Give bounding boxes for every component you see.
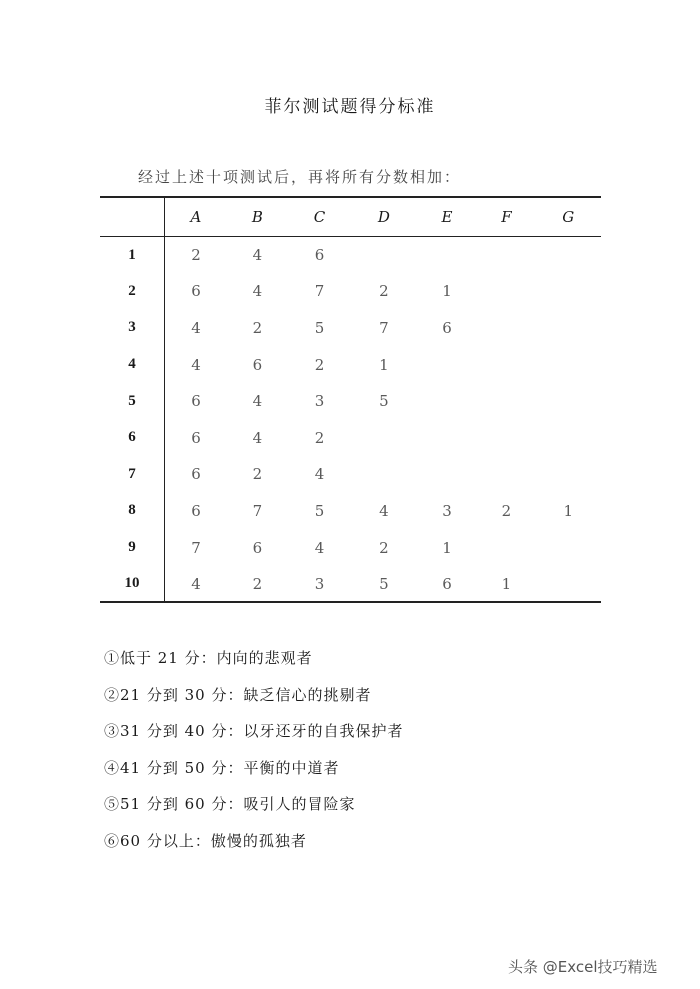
- score-cell: 6: [191, 282, 201, 301]
- score-cell: [535, 566, 601, 603]
- score-cell: 2: [252, 465, 263, 484]
- score-cell: [477, 346, 535, 383]
- result-item: ⑤51 分到 60 分：吸引人的冒险家: [104, 795, 356, 814]
- score-cell: [417, 346, 478, 383]
- score-cell: [535, 456, 601, 493]
- score-cell: 6: [442, 318, 452, 337]
- score-cell: [477, 456, 535, 493]
- table-row: [100, 310, 601, 347]
- score-cell: 2: [379, 282, 389, 301]
- score-cell: 6: [191, 501, 201, 520]
- score-cell: 1: [379, 355, 389, 374]
- row-number: 1: [100, 237, 165, 274]
- score-cell: [417, 456, 478, 493]
- score-cell: 6: [314, 246, 325, 265]
- score-cell: [477, 237, 535, 274]
- column-header-e: E: [441, 208, 453, 226]
- table-row: [100, 566, 601, 603]
- table-row: [100, 237, 601, 274]
- result-item: ③31 分到 40 分：以牙还牙的自我保护者: [104, 722, 404, 741]
- page-title: 菲尔测试题得分标准: [264, 97, 436, 117]
- score-cell: 4: [379, 501, 389, 520]
- table-header-row: [100, 197, 601, 237]
- table-body: [100, 237, 601, 603]
- intro-text: 经过上述十项测试后，再将所有分数相加：: [138, 168, 462, 186]
- score-cell: 3: [442, 501, 452, 520]
- score-cell: 6: [442, 574, 452, 593]
- score-cell: 6: [191, 392, 201, 411]
- row-number: 4: [100, 346, 165, 383]
- score-cell: 2: [379, 538, 389, 557]
- score-cell: 1: [442, 538, 452, 557]
- score-cell: 5: [314, 501, 325, 520]
- score-cell: 4: [252, 246, 263, 265]
- score-cell: [417, 383, 478, 420]
- table-row: [100, 346, 601, 383]
- score-cell: 6: [191, 428, 201, 447]
- row-number: 7: [100, 456, 165, 493]
- column-header-b: B: [251, 208, 263, 226]
- table-row: [100, 273, 601, 310]
- score-cell: [477, 310, 535, 347]
- table-row: [100, 419, 601, 456]
- score-cell: [477, 273, 535, 310]
- score-cell: 4: [191, 574, 201, 593]
- column-header-a: A: [190, 208, 202, 226]
- score-cell: 7: [379, 318, 389, 337]
- row-number: 2: [100, 273, 165, 310]
- score-cell: 4: [252, 392, 263, 411]
- score-cell: [535, 529, 601, 566]
- score-cell: 2: [314, 428, 325, 447]
- score-cell: [535, 383, 601, 420]
- score-cell: 2: [314, 355, 325, 374]
- score-cell: [535, 310, 601, 347]
- score-cell: 4: [191, 318, 201, 337]
- table-corner-cell: [100, 197, 165, 237]
- column-header-g: G: [562, 208, 575, 226]
- score-cell: 5: [314, 318, 325, 337]
- score-cell: 4: [314, 538, 325, 557]
- score-cell: 4: [191, 355, 201, 374]
- score-cell: [351, 456, 417, 493]
- score-cell: 7: [314, 282, 325, 301]
- table-row: [100, 456, 601, 493]
- score-cell: 7: [191, 538, 201, 557]
- score-cell: 5: [379, 392, 389, 411]
- row-number: 3: [100, 310, 165, 347]
- column-header-f: F: [501, 208, 512, 226]
- column-header-c: C: [313, 208, 326, 226]
- score-cell: 2: [252, 574, 263, 593]
- table-row: [100, 383, 601, 420]
- score-cell: 1: [501, 574, 512, 593]
- score-cell: 1: [442, 282, 452, 301]
- score-cell: [535, 346, 601, 383]
- result-item: ②21 分到 30 分：缺乏信心的挑剔者: [104, 685, 372, 704]
- score-cell: 3: [314, 392, 325, 411]
- score-cell: 7: [252, 501, 263, 520]
- result-item: ⑥60 分以上：傲慢的孤独者: [104, 831, 307, 850]
- score-cell: 4: [252, 282, 263, 301]
- score-cell: [351, 419, 417, 456]
- score-cell: [535, 419, 601, 456]
- score-cell: [477, 419, 535, 456]
- watermark: 头条 @Excel技巧精选: [508, 958, 658, 976]
- score-cell: [417, 237, 478, 274]
- result-list: [104, 645, 403, 865]
- score-cell: 2: [501, 501, 512, 520]
- row-number: 6: [100, 419, 165, 456]
- score-table: [100, 196, 601, 603]
- score-cell: 6: [252, 355, 263, 374]
- column-header-d: D: [377, 208, 390, 226]
- score-cell: 6: [252, 538, 263, 557]
- table-row: [100, 493, 601, 530]
- row-number: 9: [100, 529, 165, 566]
- result-item: ①低于 21 分：内向的悲观者: [104, 649, 313, 667]
- score-cell: 1: [563, 501, 574, 520]
- score-cell: 3: [314, 574, 325, 593]
- score-cell: 4: [314, 465, 325, 484]
- score-cell: 5: [379, 574, 389, 593]
- row-number: 5: [100, 383, 165, 420]
- score-cell: [417, 419, 478, 456]
- score-cell: 2: [191, 246, 201, 265]
- score-cell: 2: [252, 318, 263, 337]
- table-row: [100, 529, 601, 566]
- score-cell: 6: [191, 465, 201, 484]
- score-cell: 4: [252, 428, 263, 447]
- row-number: 10: [100, 566, 165, 603]
- score-cell: [535, 273, 601, 310]
- score-cell: [535, 237, 601, 274]
- row-number: 8: [100, 493, 165, 530]
- result-item: ④41 分到 50 分：平衡的中道者: [104, 758, 340, 777]
- score-cell: [351, 237, 417, 274]
- score-cell: [477, 383, 535, 420]
- score-cell: [477, 529, 535, 566]
